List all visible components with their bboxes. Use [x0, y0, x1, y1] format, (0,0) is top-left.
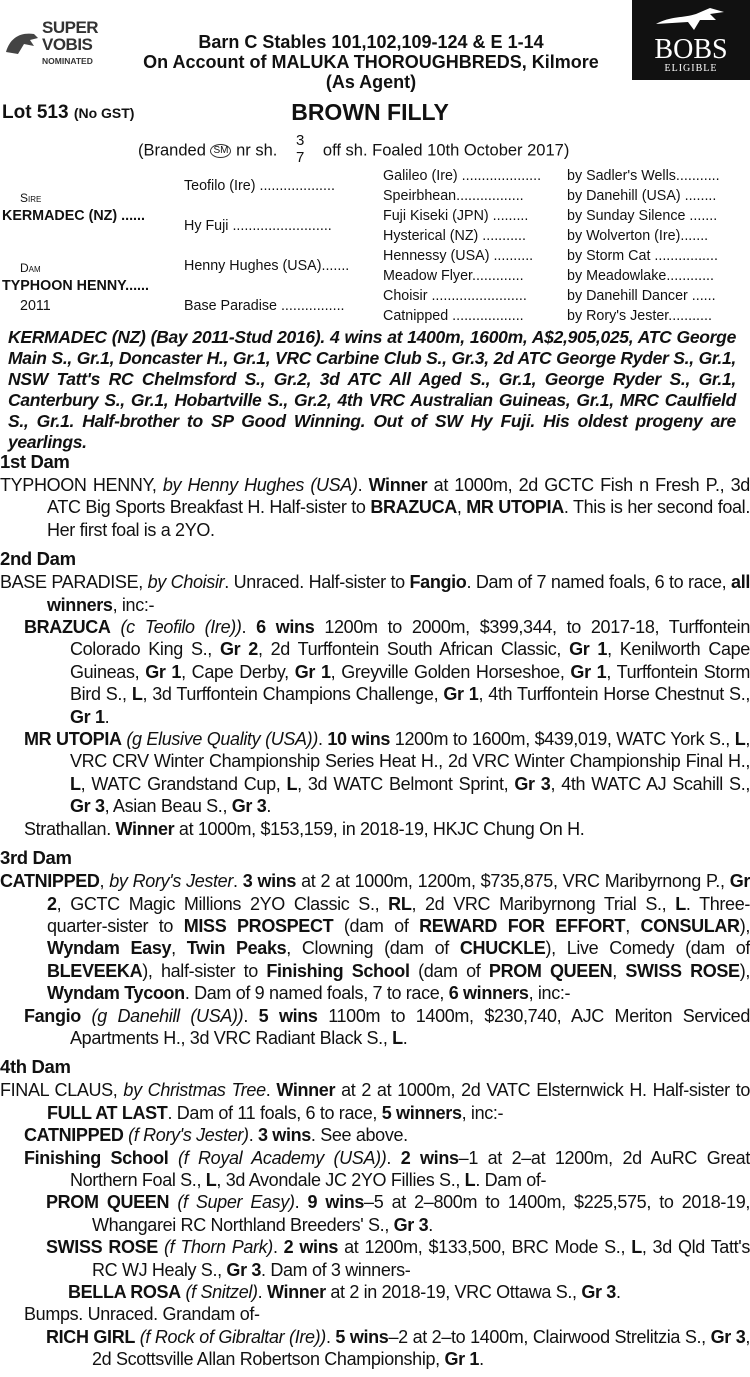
text-run: Gr 1: [569, 639, 608, 660]
location: Barn C Stables 101,102,109-124 & E 1-14: [198, 32, 544, 52]
pedigree-great-grandparent: Choisir ........................: [383, 288, 527, 304]
text-run: CATNIPPED: [24, 1125, 124, 1146]
text-run: .: [386, 1147, 401, 1168]
gst-note: (No GST): [73, 105, 135, 121]
pedigree-sire-of: by Danehill Dancer ......: [567, 288, 716, 304]
dam-section: [0, 547, 750, 840]
progeny-entry: [0, 818, 750, 840]
progeny-entry: [0, 1147, 750, 1192]
section-heading: 1st Dam: [0, 451, 70, 472]
text-run: 1200m to 2000m, $399,344, to 2017-18, Turffontein Colorado King S.,: [70, 617, 750, 660]
text-run: .: [232, 871, 243, 892]
text-run: , 4th Turffontein Horse Chestnut S.,: [478, 684, 750, 705]
text-run: (f Rory's Jester): [123, 1125, 249, 1146]
text-run: .: [428, 1214, 433, 1235]
text-run: Gr 3: [226, 1259, 262, 1280]
text-run: Gr 3: [514, 773, 551, 794]
text-run: L: [734, 729, 746, 750]
pedigree-great-grandparent: Fuji Kiseki (JPN) .........: [383, 208, 529, 224]
pedigree-table: [0, 166, 750, 328]
text-run: at 1000m, $153,159, in 2018-19, HKJC Chung On H.: [174, 818, 585, 839]
text-run: 6 winners: [448, 983, 529, 1004]
text-run: Gr 1: [145, 661, 182, 682]
text-run: Gr 3: [710, 1326, 746, 1347]
text-run: Winner: [266, 1282, 326, 1302]
text-run: .: [479, 1349, 484, 1370]
text-run: , Cape Derby,: [181, 661, 295, 682]
text-run: FULL AT LAST: [47, 1102, 168, 1123]
text-run: Gr 3: [581, 1282, 616, 1302]
text-run: (f Royal Academy (USA)): [168, 1147, 387, 1168]
text-run: ,: [99, 871, 110, 892]
text-run: 6 wins: [256, 617, 315, 638]
text-run: L: [286, 773, 298, 794]
progeny-entry: [0, 616, 750, 728]
text-run: Gr 2: [219, 639, 258, 660]
text-run: Winner: [276, 1080, 336, 1101]
text-run: MISS PROSPECT: [183, 915, 334, 936]
text-run: .: [615, 1282, 621, 1302]
logo-text: BOBS: [654, 34, 728, 65]
progeny-entry: [0, 1281, 750, 1303]
text-run: BASE PARADISE,: [0, 572, 148, 593]
bobs-eligible-logo: [632, 0, 750, 80]
progeny-entry: [0, 1124, 750, 1146]
text-run: ,: [171, 938, 187, 959]
text-run: ), Live Comedy (dam of: [545, 938, 750, 959]
text-run: at 2 in 2018-19, VRC Ottawa S.,: [325, 1282, 582, 1302]
super-vobis-logo: [2, 18, 112, 74]
text-run: Winner: [368, 475, 428, 495]
text-run: SWISS ROSE: [46, 1237, 158, 1258]
pedigree-grandparent: Teofilo (Ire) ...................: [184, 178, 335, 194]
pedigree-great-grandparent: Hysterical (NZ) ...........: [383, 228, 526, 244]
text-run: , 4th WATC AJ Scahill S.,: [550, 773, 750, 794]
text-run: , 3d Avondale JC 2YO Fillies S.,: [216, 1169, 465, 1190]
text-run: , Clowning (dam of: [286, 938, 460, 959]
text-run: , Kenilworth Cape Guineas,: [70, 639, 750, 682]
progeny-entry: [0, 728, 750, 818]
text-run: BRAZUCA: [24, 617, 111, 638]
text-run: , 3d Qld Tatt's RC WJ Healy S.,: [92, 1237, 750, 1280]
brand-text: nr sh.: [236, 141, 278, 160]
text-run: Gr 3: [70, 796, 105, 817]
text-run: Twin Peaks: [186, 938, 287, 959]
text-run: 5 wins: [258, 1005, 318, 1026]
text-run: .: [357, 475, 369, 495]
text-run: Fangio: [409, 572, 467, 593]
text-run: L: [631, 1237, 642, 1258]
text-run: (g Danehill (USA)): [80, 1005, 244, 1026]
text-run: . Unraced. Half-sister to: [224, 572, 410, 593]
text-run: ,: [612, 960, 626, 981]
text-run: Gr 1: [294, 661, 331, 682]
pedigree-great-grandparent: Meadow Flyer.............: [383, 268, 524, 284]
text-run: .: [248, 1125, 258, 1146]
text-run: L: [675, 893, 686, 914]
text-run: .: [241, 617, 257, 638]
text-run: FINAL CLAUS,: [0, 1080, 124, 1101]
text-run: Gr 2: [47, 871, 750, 914]
text-run: ,: [625, 915, 641, 936]
text-run: TYPHOON HENNY,: [0, 475, 163, 495]
sire-stud-note: KERMADEC (NZ) (Bay 2011-Stud 2016). 4 wins at 1400m, 1600m, A$2,905,025, ATC George Main S., Gr.1, Doncaster H., Gr.1, VRC Carbine Club S., Gr.3, 2d ATC George Ryder S., Gr.1, NSW Tatt's RC Chelmsford S., Gr.2, 3d ATC All Aged S., Gr.1, George Ryder S., Gr.1, Canterbury S., Gr.1, Hobartville S., Gr.2, 4th VRC Australian Guineas, Gr.1, MRC Caulfield S., Gr.1. Half-brother to SP Good Winning. Out of SW Hy Fuji. His oldest progeny are yearlings.: [8, 327, 736, 452]
text-run: MR UTOPIA: [24, 729, 122, 750]
text-run: 1200m to 1600m, $439,019, WATC York S.,: [390, 729, 735, 750]
text-run: , 3d WATC Belmont Sprint,: [297, 773, 515, 794]
progeny-entry: [0, 1005, 750, 1050]
horse-head-icon: [4, 30, 40, 56]
text-run: BELLA ROSA: [68, 1282, 181, 1302]
text-run: , 2d Scottsville Allan Robertson Championship,: [92, 1326, 750, 1370]
lot-title: BROWN FILLY: [291, 99, 449, 125]
text-run: by Christmas Tree: [123, 1080, 266, 1101]
brand-text: (Branded: [138, 141, 206, 160]
text-run: –1 at 2–at 1200m, 2d AuRC Great Northern Foal S.,: [70, 1147, 750, 1190]
dam-name: TYPHOON HENNY......: [2, 278, 149, 294]
text-run: (f Snitzel): [180, 1282, 258, 1302]
text-run: RICH GIRL: [46, 1326, 135, 1347]
brand-mark-icon: SM: [210, 144, 231, 158]
text-run: L: [131, 684, 143, 705]
text-run: Finishing School: [266, 960, 410, 981]
text-run: L: [392, 1027, 403, 1048]
text-run: , 3d Turffontein Champions Challenge,: [142, 684, 444, 705]
text-run: .: [294, 1192, 308, 1213]
text-run: 2 wins: [400, 1147, 459, 1168]
text-run: by Choisir: [147, 572, 225, 593]
text-run: ),: [739, 915, 750, 936]
brand-fraction: [296, 132, 304, 166]
sire-name: KERMADEC (NZ) ......: [2, 208, 145, 224]
pedigree-sire-of: by Sunday Silence .......: [567, 208, 718, 224]
text-run: .: [257, 1282, 267, 1302]
pedigree-great-grandparent: Speirbhean.................: [383, 188, 524, 204]
dam-year: 2011: [20, 298, 51, 314]
text-run: L: [464, 1169, 476, 1190]
brand-line: [0, 124, 750, 168]
text-run: PROM QUEEN: [46, 1192, 170, 1213]
dam-line-details: [0, 450, 750, 1377]
pedigree-sire-of: by Wolverton (Ire).......: [567, 228, 709, 244]
text-run: by Rory's Jester: [109, 871, 233, 892]
text-run: CONSULAR: [640, 915, 740, 936]
text-run: ), half-sister to: [142, 960, 267, 981]
dam-section: [0, 450, 750, 541]
progeny-entry: [0, 474, 750, 541]
section-heading: 2nd Dam: [0, 548, 76, 570]
progeny-entry: [0, 1191, 750, 1236]
text-run: . Dam of 7 named foals, 6 to race,: [466, 572, 732, 593]
text-run: . Three-quarter-sister to: [47, 893, 750, 936]
progeny-entry: [0, 1303, 750, 1325]
pedigree-sire-of: by Sadler's Wells...........: [567, 168, 720, 184]
text-run: , 2d Turffontein South African Classic,: [257, 639, 570, 660]
progeny-entry: [0, 1236, 750, 1281]
section-heading: 3rd Dam: [0, 847, 72, 869]
text-run: Fangio: [24, 1005, 81, 1026]
text-run: , 2d VRC Maribyrnong Trial S.,: [411, 893, 676, 914]
text-run: (c Teofilo (Ire)): [110, 617, 242, 638]
text-run: . Dam of 11 foals, 6 to race,: [167, 1102, 382, 1123]
text-run: Wyndam Easy: [47, 938, 172, 959]
fraction-top: 3: [295, 132, 305, 149]
pedigree-great-grandparent: Hennessy (USA) ..........: [383, 248, 534, 264]
text-run: ),: [739, 960, 750, 981]
text-run: (f Super Easy): [169, 1192, 295, 1213]
text-run: L: [205, 1169, 217, 1190]
pedigree-great-grandparent: Catnipped ..................: [383, 308, 524, 324]
text-run: Gr 1: [70, 706, 105, 727]
text-run: Gr 1: [444, 1349, 480, 1370]
text-run: .: [243, 1005, 259, 1026]
text-run: at 2 at 1000m, 1200m, $735,875, VRC Maribyrnong P.,: [296, 871, 730, 892]
text-run: SWISS ROSE: [625, 960, 740, 981]
dam-section: [0, 846, 750, 1049]
text-run: , Asian Beau S.,: [104, 796, 232, 817]
text-run: . Dam of 3 winners-: [261, 1259, 411, 1280]
vendor: On Account of MALUKA THOROUGHBREDS, Kilmore: [143, 52, 599, 72]
text-run: Strathallan.: [24, 818, 116, 839]
text-run: 2 wins: [283, 1237, 339, 1258]
text-run: BRAZUCA: [370, 497, 457, 518]
progeny-entry: [0, 870, 750, 1004]
text-run: all winners: [47, 572, 750, 615]
horse-icon: [654, 6, 730, 34]
text-run: , Turffontein Storm Bird S.,: [70, 661, 750, 705]
fraction-bottom: 7: [295, 149, 305, 166]
text-run: Bumps. Unraced. Grandam of-: [24, 1304, 260, 1325]
pedigree-sire-of: by Meadowlake............: [567, 268, 715, 284]
text-run: (dam of: [409, 960, 489, 981]
progeny-entry: [0, 1079, 750, 1124]
pedigree-grandparent: Base Paradise ................: [184, 298, 345, 314]
pedigree-sire-of: by Storm Cat ................: [567, 248, 718, 264]
section-heading: 4th Dam: [0, 1056, 71, 1078]
text-run: Finishing School: [24, 1147, 169, 1168]
text-run: CHUCKLE: [459, 938, 546, 959]
agent: (As Agent): [325, 72, 417, 92]
progeny-entry: [0, 571, 750, 616]
text-run: REWARD FOR EFFORT: [419, 915, 626, 936]
text-run: (dam of: [333, 915, 420, 936]
text-run: MR UTOPIA: [466, 497, 564, 518]
text-run: 5 winners: [381, 1102, 462, 1123]
logo-text: VOBIS: [42, 35, 93, 54]
text-run: , inc:-: [461, 1102, 504, 1123]
text-run: . See above.: [310, 1125, 408, 1146]
text-run: .: [317, 729, 328, 750]
dam-section: [0, 1055, 750, 1370]
text-run: . Dam of 9 named foals, 7 to race,: [184, 983, 449, 1004]
logo-text: ELIGIBLE: [664, 63, 718, 74]
text-run: CATNIPPED: [0, 871, 100, 892]
logo-text: NOMINATED: [42, 56, 93, 66]
text-run: Gr 3: [231, 796, 267, 817]
text-run: , GCTC Magic Millions 2YO Classic S.,: [56, 893, 389, 914]
text-run: 5 wins: [335, 1326, 389, 1347]
text-run: by Henny Hughes (USA): [162, 475, 358, 495]
text-run: 3 wins: [242, 871, 297, 892]
text-run: at 1200m, $133,500, BRC Mode S.,: [338, 1237, 632, 1258]
text-run: Gr 3: [393, 1214, 429, 1235]
text-run: , inc:-: [112, 594, 155, 615]
text-run: ,: [456, 497, 467, 518]
text-run: .: [272, 1237, 284, 1258]
text-run: .: [265, 1080, 277, 1101]
text-run: RL: [388, 893, 412, 914]
text-run: Gr 1: [570, 661, 607, 682]
text-run: 9 wins: [307, 1192, 365, 1213]
text-run: Winner: [115, 818, 175, 839]
text-run: (f Rock of Gibraltar (Ire)): [135, 1326, 326, 1347]
text-run: .: [402, 1027, 408, 1048]
text-run: Gr 1: [443, 684, 479, 705]
text-run: 1100m to 1400m, $230,740, AJC Meriton Serviced Apartments H., 3d VRC Radiant Black S.,: [70, 1005, 750, 1048]
progeny-entry: [0, 1326, 750, 1371]
sire-label: Sire: [20, 191, 42, 205]
text-run: , Greyville Golden Horseshoe,: [330, 661, 571, 682]
text-run: Wyndam Tycoon: [47, 983, 185, 1004]
text-run: , VRC CRV Winter Championship Series Heat H., 2d VRC Winter Championship Final H.,: [70, 729, 750, 772]
pedigree-great-grandparent: Galileo (Ire) ....................: [383, 168, 542, 184]
text-run: L: [70, 773, 81, 794]
pedigree-sire-of: by Rory's Jester...........: [567, 308, 712, 324]
dam-label: Dam: [20, 261, 41, 275]
text-run: 10 wins: [327, 729, 391, 750]
pedigree-grandparent: Hy Fuji .........................: [184, 218, 332, 234]
text-run: . This is her second foal. Her first foal is a 2YO.: [47, 497, 750, 540]
text-run: BLEVEEKA: [47, 960, 143, 981]
text-run: .: [104, 706, 110, 727]
pedigree-sire-of: by Danehill (USA) ........: [567, 188, 717, 204]
text-run: at 2 at 1000m, 2d VATC Elsternwick H. Half-sister to: [335, 1080, 750, 1101]
text-run: .: [325, 1326, 336, 1347]
text-run: –2 at 2–to 1400m, Clairwood Strelitzia S.,: [388, 1326, 711, 1347]
text-run: (g Elusive Quality (USA)): [121, 729, 318, 750]
text-run: , inc:-: [528, 983, 571, 1004]
logo-text: SUPER: [42, 18, 99, 37]
text-run: , WATC Grandstand Cup,: [80, 773, 287, 794]
text-run: –5 at 2–800m to 1400m, $225,575, to 2018-19, Whangarei RC Northland Breeders' S.,: [92, 1192, 750, 1235]
text-run: . Dam of-: [475, 1169, 547, 1190]
lot-label: Lot 513: [2, 102, 69, 123]
text-run: at 1000m, 2d GCTC Fish n Fresh P., 3d ATC Big Sports Breakfast H. Half-sister to: [47, 475, 750, 518]
text-run: 3 wins: [258, 1125, 311, 1146]
brand-text: off sh. Foaled 10th October 2017): [322, 141, 570, 160]
text-run: (f Thorn Park): [157, 1237, 273, 1258]
pedigree-grandparent: Henny Hughes (USA).......: [184, 258, 350, 274]
text-run: .: [266, 796, 272, 817]
text-run: PROM QUEEN: [488, 960, 613, 981]
